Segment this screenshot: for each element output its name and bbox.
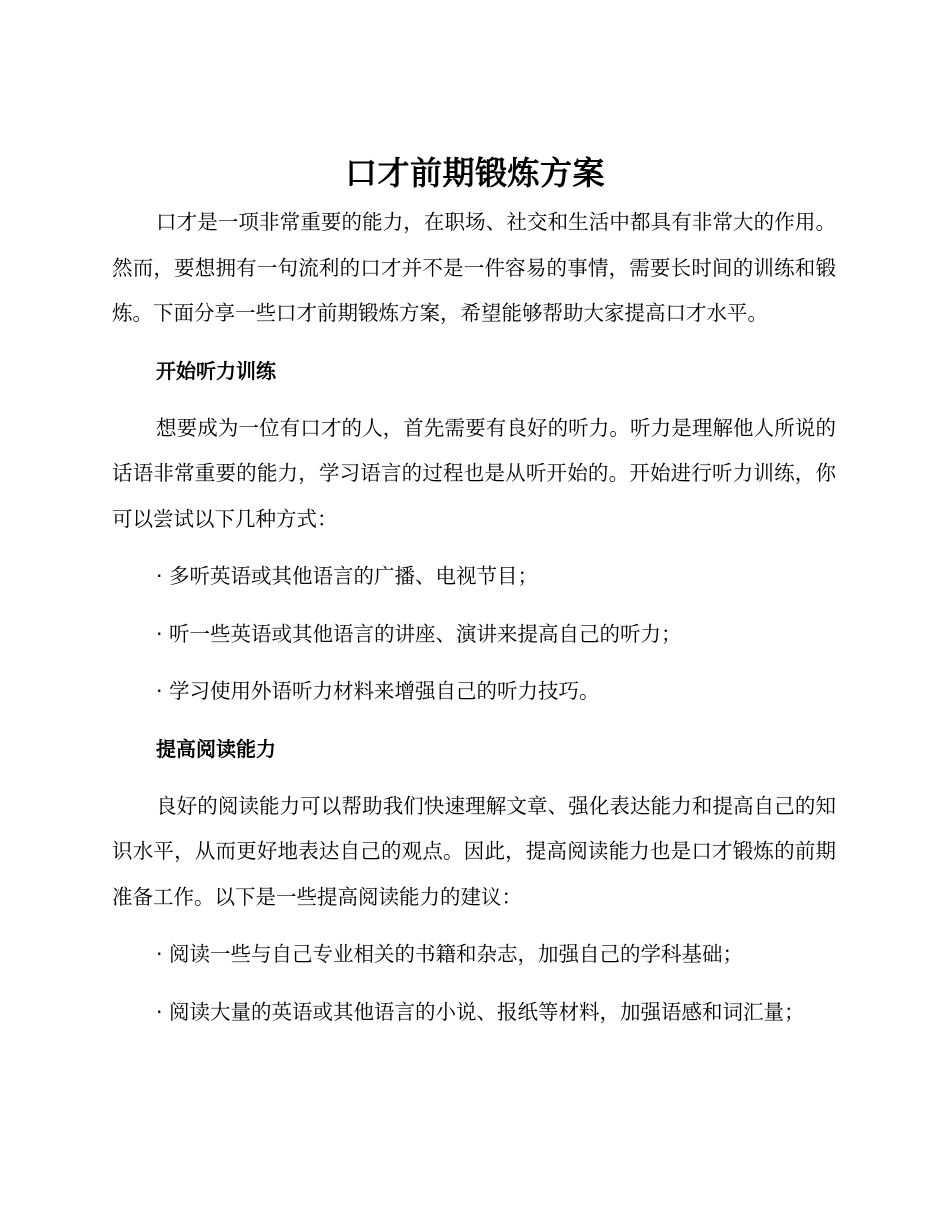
document-title: 口才前期锻炼方案: [344, 154, 605, 192]
list-item: · 多听英语或其他语言的广播、电视节目；: [156, 564, 539, 588]
list-item: · 听一些英语或其他语言的讲座、演讲来提高自己的听力；: [156, 621, 682, 646]
intro-paragraph: 口才是一项非常重要的能力，在职场、社交和生活中都具有非常大的作用。然而，要想拥有一句流利的口才并不是一件容易的事情，需要长时间的训练和锻炼。下面分享一些口才前期锻炼方案，希望能够帮助大家提高口才水平。: [112, 210, 836, 325]
section-heading-reading: 提高阅读能力: [156, 736, 276, 761]
list-item: · 阅读大量的英语或其他语言的小说、报纸等材料，加强语感和词汇量；: [156, 999, 805, 1024]
section-paragraph-listening: 想要成为一位有口才的人，首先需要有良好的听力。听力是理解他人所说的话语非常重要的能力，学习语言的过程也是从听开始的。开始进行听力训练，你可以尝试以下几种方式：: [112, 415, 836, 531]
list-item: · 学习使用外语听力材料来增强自己的听力技巧。: [156, 679, 600, 703]
section-paragraph-reading: 良好的阅读能力可以帮助我们快速理解文章、强化表达能力和提高自己的知识水平，从而更好地表达自己的观点。因此，提高阅读能力也是口才锻炼的前期准备工作。以下是一些提高阅读能力的建议：: [112, 793, 836, 909]
section-heading-listening: 开始听力训练: [156, 358, 276, 383]
list-item: · 阅读一些与自己专业相关的书籍和杂志，加强自己的学科基础；: [156, 942, 744, 966]
document-body: [112, 200, 836, 1047]
